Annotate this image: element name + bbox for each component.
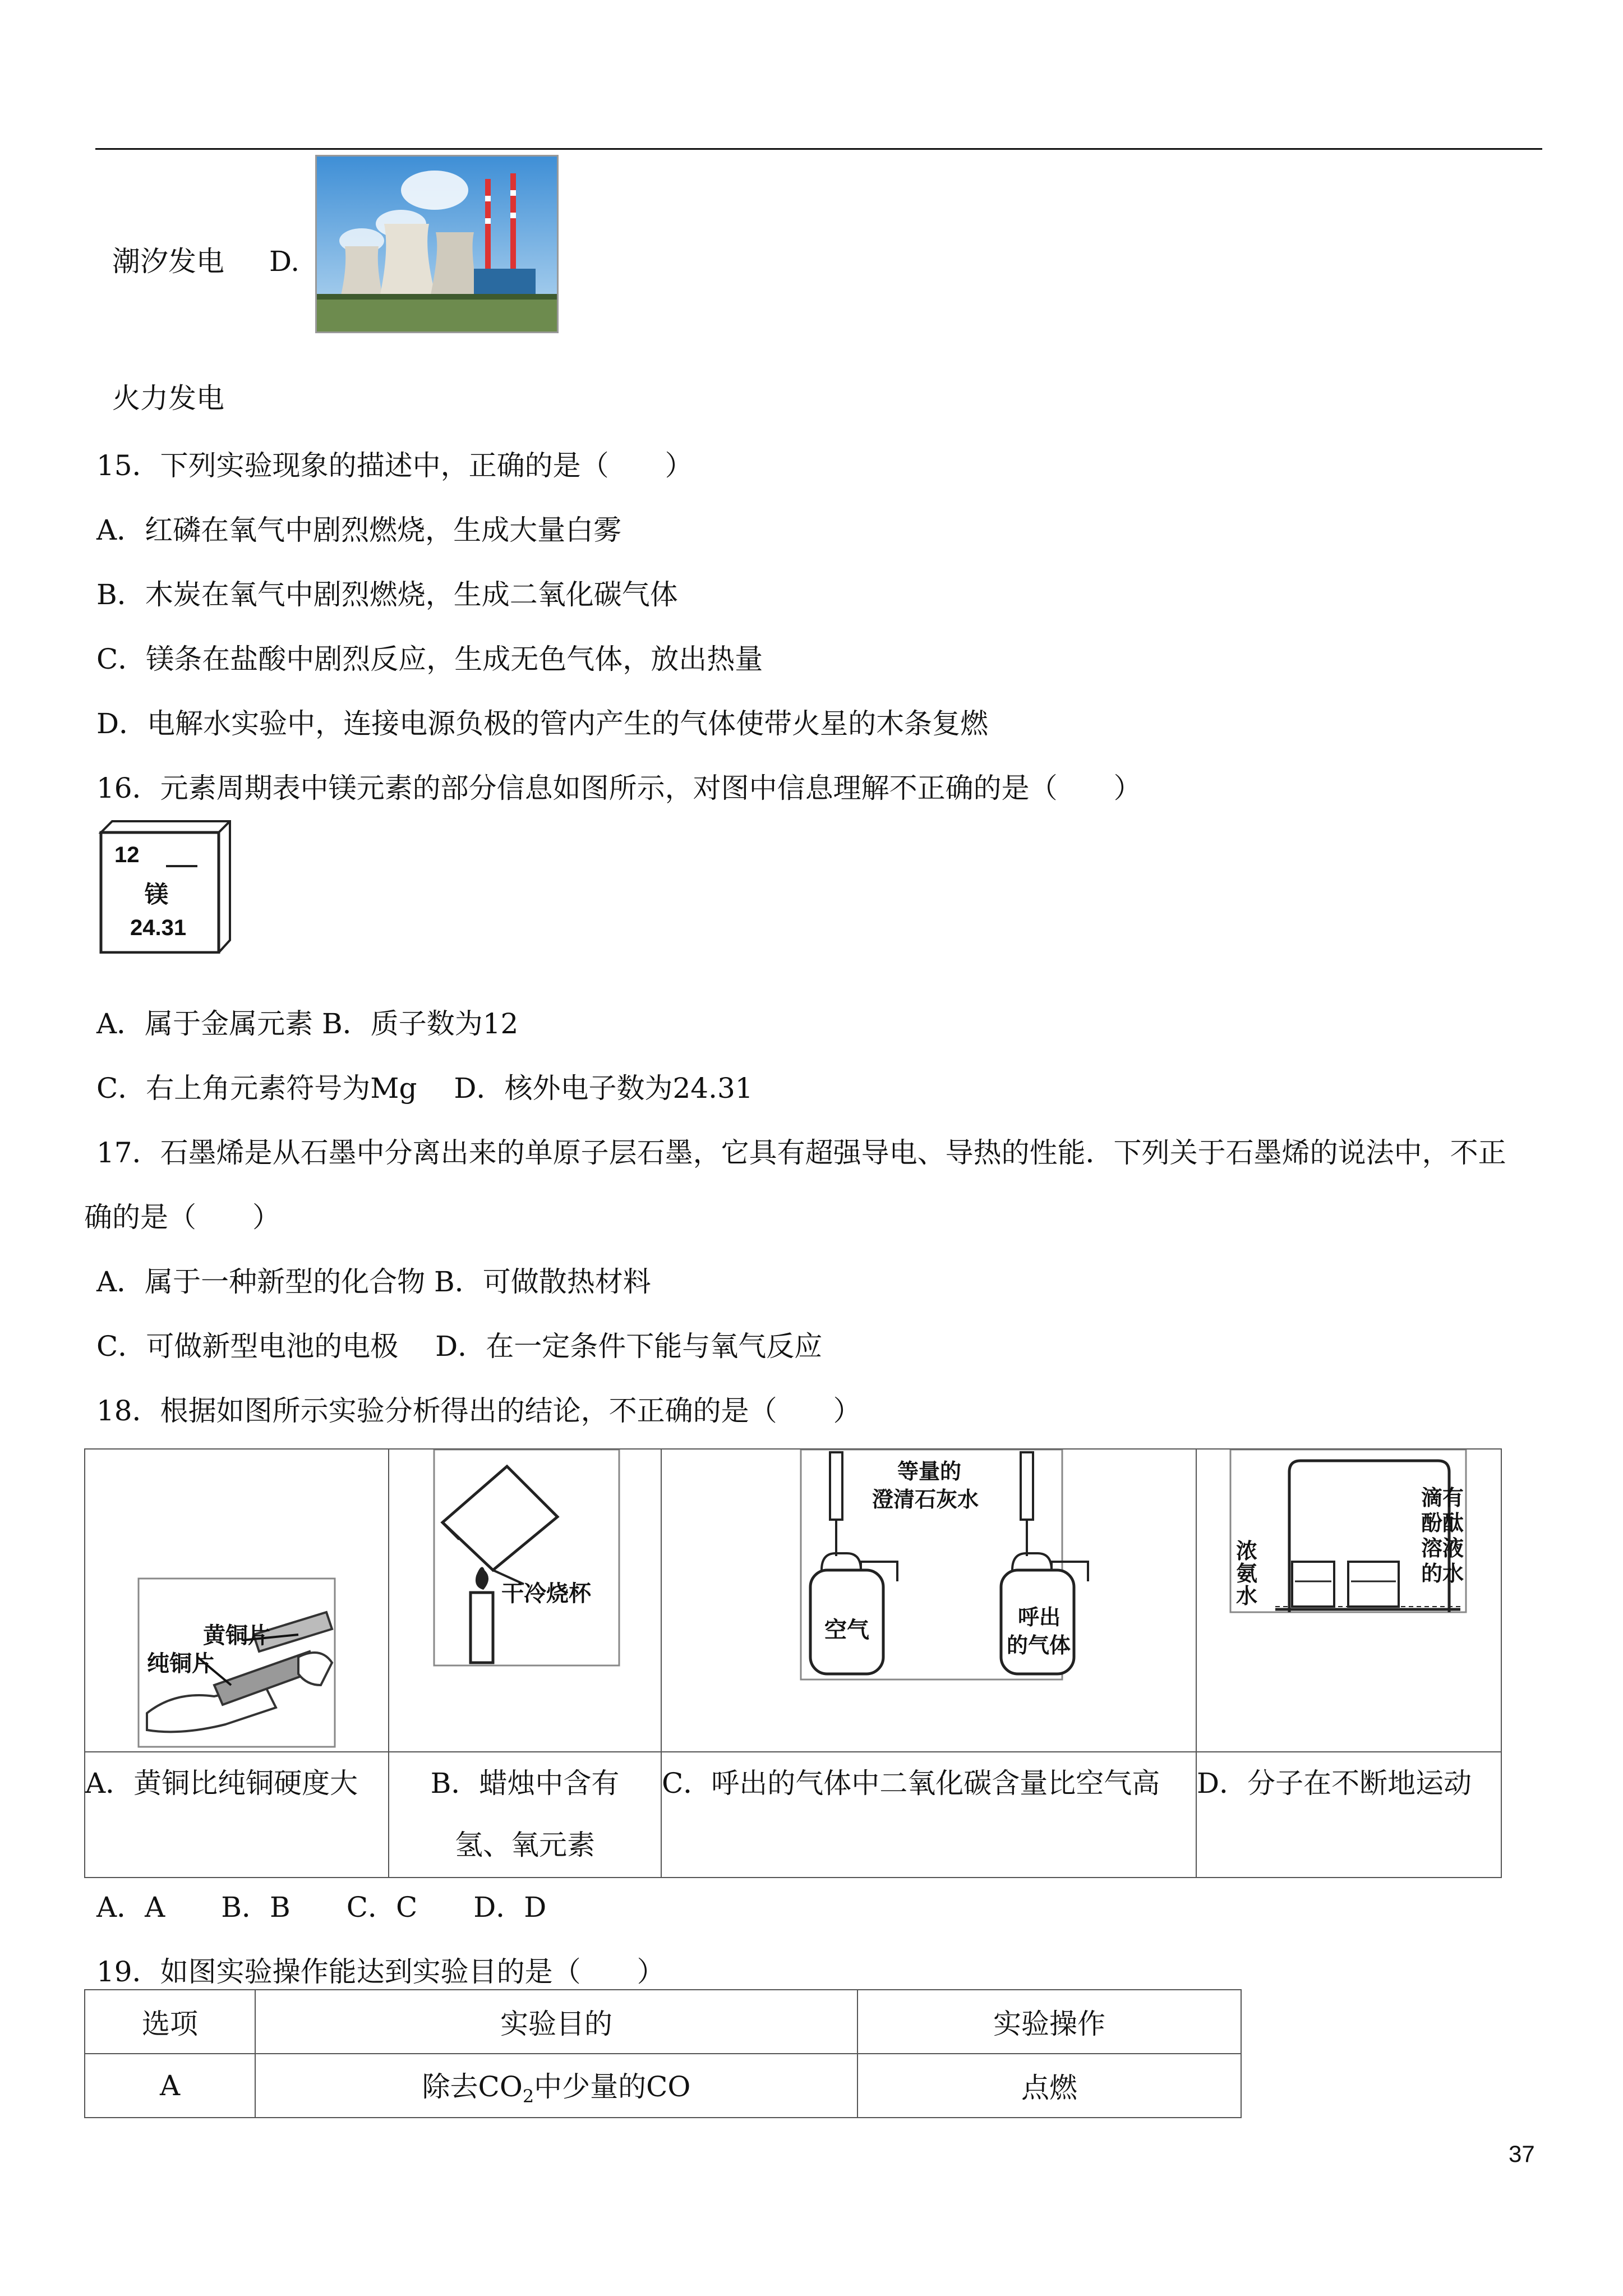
label-exhaled: 呼出 [1018,1604,1061,1630]
q15-option-a: A．红磷在氧气中剧烈燃烧，生成大量白雾 [96,514,622,546]
label-limewater: 澄清石灰水 [872,1487,979,1512]
option-c-caption: 潮汐发电 [112,245,224,278]
label-ammonia-1: 浓 [1236,1538,1258,1563]
q15-option-b: B．木炭在氧气中剧烈燃烧，生成二氧化碳气体 [96,578,678,611]
q16-options-line2: C．右上角元素符号为Mg D．核外电子数为24.31 [96,1072,753,1105]
q18-figure-table [84,1448,1502,1878]
label-brass: 黄铜片 [203,1622,270,1649]
element-tile [99,820,231,954]
header-rule [95,148,1542,150]
q17-stem-line1: 17．石墨烯是从石墨中分离出来的单原子层石墨，它具有超强导电、导热的性能．下列关于石墨烯的说法中，不正 [96,1137,1506,1169]
caption-b [389,1752,661,1878]
q19-stem: 19．如图实验操作能达到实验目的是（ ） [96,1955,665,1988]
q18-stem: 18．根据如图所示实验分析得出的结论，不正确的是（ ） [96,1395,861,1427]
q15-option-c: C．镁条在盐酸中剧烈反应，生成无色气体，放出热量 [96,643,763,675]
fig-a-cell [85,1449,389,1752]
caption-a: A．黄铜比纯铜硬度大 [85,1752,389,1878]
label-beaker: 干冷烧杯 [501,1580,591,1607]
label-phenol-4: 的水 [1421,1561,1464,1586]
power-plant-photo [315,155,559,333]
label-phenol-3: 溶液 [1421,1535,1464,1561]
row-purpose-post: 中少量的CO [534,2070,691,2103]
q16-options-line1: A．属于金属元素 B．质子数为12 [96,1007,519,1040]
caption-d: D．分子在不断地运动 [1196,1752,1501,1878]
label-equal-amount: 等量的 [897,1458,962,1484]
q16-stem: 16．元素周期表中镁元素的部分信息如图所示，对图中信息理解不正确的是（ ） [96,772,1142,804]
option-d-letter: D. [269,245,300,278]
label-ammonia-2: 氨 [1236,1561,1258,1586]
q17-options-line1: A．属于一种新型的化合物 B．可做散热材料 [96,1266,651,1298]
label-copper: 纯铜片 [147,1650,214,1677]
q15-stem: 15．下列实验现象的描述中，正确的是（ ） [96,449,693,482]
fig-c-cell [661,1449,1196,1752]
fig-b-cell [389,1449,661,1752]
row-purpose-pre: 除去CO [422,2070,523,2103]
q18-answers: A．A B．B C．C D．D [96,1891,547,1924]
tile-number: 12 [114,843,140,867]
label-ammonia-3: 水 [1236,1583,1258,1608]
header-option: 选项 [85,1990,255,2054]
caption-b-line2: 氢、氧元素 [455,1829,595,1861]
row-purpose [255,2054,857,2118]
q17-stem-line2: 确的是（ ） [84,1201,280,1234]
tile-mass: 24.31 [130,915,187,940]
header-purpose: 实验目的 [255,1990,857,2054]
q19-table [84,1989,1242,2118]
fig-d-cell [1196,1449,1501,1752]
page-number: 37 [1509,2141,1535,2167]
row-operation: 点燃 [857,2054,1241,2118]
caption-c: C．呼出的气体中二氧化碳含量比空气高 [661,1752,1196,1878]
caption-b-line1: B．蜡烛中含有 [430,1767,620,1800]
label-exhaled-gas: 的气体 [1007,1632,1071,1658]
q17-options-line2: C．可做新型电池的电极 D．在一定条件下能与氧气反应 [96,1330,823,1363]
label-phenol-1: 滴有 [1421,1485,1464,1510]
label-phenol-2: 酚酞 [1421,1510,1464,1535]
fig-a-drawing [85,1450,388,1752]
header-operation: 实验操作 [857,1990,1241,2054]
option-d-caption: 火力发电 [112,382,224,415]
row-purpose-sub: 2 [522,2086,534,2107]
label-air: 空气 [824,1617,869,1643]
row-option: A [85,2054,255,2118]
q15-option-d: D．电解水实验中，连接电源负极的管内产生的气体使带火星的木条复燃 [96,707,989,740]
tile-name: 镁 [145,881,169,908]
